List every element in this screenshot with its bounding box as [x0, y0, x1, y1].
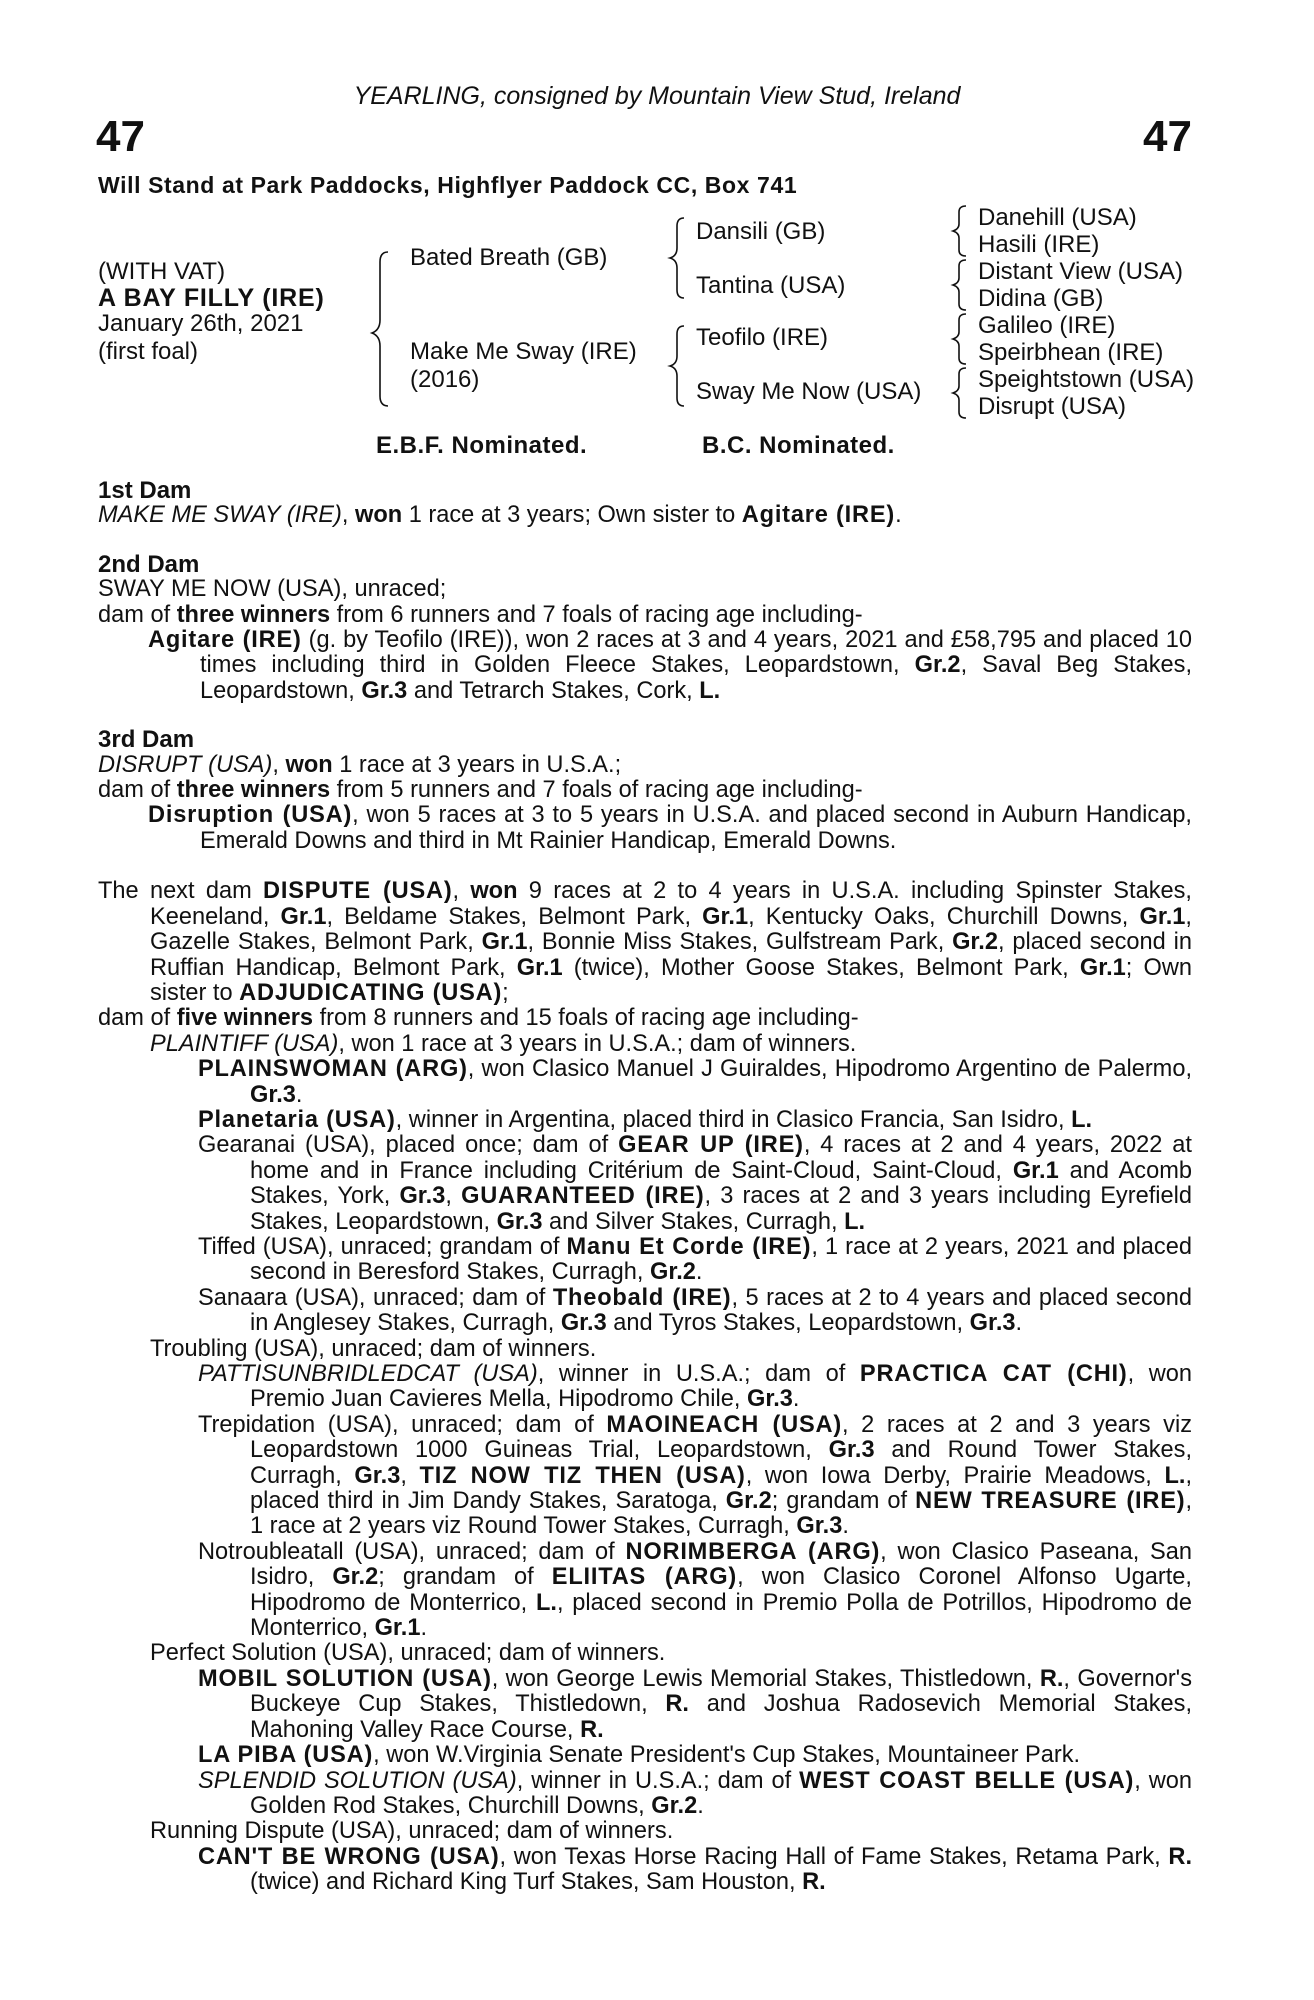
ebf-nomination: E.B.F. Nominated. [376, 432, 588, 459]
lot-number-right: 47 [1143, 112, 1192, 161]
third-dam-text: DISRUPT (USA), won 1 race at 3 years in U.S.A.; [98, 751, 622, 778]
vat-note: (WITH VAT) [98, 258, 226, 285]
pedigree-brace-g2 [953, 260, 966, 310]
horse-name: A BAY FILLY (IRE) [98, 284, 325, 312]
foaling-date: January 26th, 2021 [98, 310, 304, 337]
stand-info: Will Stand at Park Paddocks, Highflyer Paddock CC, Box 741 [98, 172, 798, 198]
produce-perfect-solution: Perfect Solution (USA), unraced; dam of winners. [150, 1640, 666, 1667]
pedigree-brace-g1 [953, 206, 966, 256]
produce-notroubleatall: Notroubleatall (USA), unraced; dam of NORIMBERGA (ARG), won Clasico Paseana, San Isidro, Gr.2; grandam of ELIITAS (ARG), won Clasico Coronel Alfonso Ugarte, Hipodromo de Monterrico, L., placed second in Premio Polla de Potrillos, Hipodromo de Monterrico, Gr.1. [198, 1538, 1193, 1642]
catalogue-body [98, 478, 1192, 1896]
second-dam-produce-line: dam of three winners from 6 runners and 7 foals of racing age including- [98, 601, 863, 628]
sire-name: Bated Breath (GB) [410, 244, 608, 271]
pedigree-brace-sire [670, 218, 684, 298]
first-dam-text: MAKE ME SWAY (IRE), won 1 race at 3 years; Own sister to Agitare (IRE). [98, 502, 902, 529]
produce-running-dispute: Running Dispute (USA), unraced; dam of winners. [150, 1818, 674, 1845]
pedigree-g3-8: Disrupt (USA) [978, 393, 1127, 420]
second-dam-heading: 2nd Dam [98, 550, 200, 578]
produce-plaintiff: PLAINTIFF (USA), won 1 race at 3 years in U.S.A.; dam of winners. [150, 1030, 857, 1057]
second-dam-text: SWAY ME NOW (USA), unraced; [98, 576, 447, 603]
third-dam-heading: 3rd Dam [98, 726, 195, 754]
pedigree-brace-dam [670, 326, 684, 406]
pedigree-g3-2: Hasili (IRE) [978, 231, 1100, 258]
produce-trepidation: Trepidation (USA), unraced; dam of MAOINEACH (USA), 2 races at 2 and 3 years viz Leopardstown 1000 Guineas Trial, Leopardstown, Gr.3 and Round Tower Stakes, Curragh, Gr.3, TIZ NOW TIZ THEN (USA), won Iowa Derby, Prairie Meadows, L., placed third in Jim Dandy Stakes, Saratoga, Gr.2; grandam of NEW TREASURE (IRE), 1 race at 2 years viz Round Tower Stakes, Curragh, Gr.3. [198, 1411, 1192, 1540]
produce-plainswoman: PLAINSWOMAN (ARG), won Clasico Manuel J Guiraldes, Hipodromo Argentino de Palermo, Gr.3. [198, 1056, 1193, 1108]
sire-sire: Dansili (GB) [696, 218, 826, 245]
bc-nomination: B.C. Nominated. [702, 432, 895, 459]
dam-name: Make Me Sway (IRE) [410, 338, 637, 365]
first-dam-heading: 1st Dam [98, 477, 192, 504]
produce-planetaria: Planetaria (USA), winner in Argentina, placed third in Clasico Francia, San Isidro, L. [198, 1106, 1093, 1133]
pedigree-g3-7: Speightstown (USA) [978, 366, 1195, 393]
produce-tiffed: Tiffed (USA), unraced; grandam of Manu Et Corde (IRE), 1 race at 2 years, 2021 and placed second in Beresford Stakes, Curragh, Gr.2. [198, 1233, 1192, 1286]
pedigree-g3-3: Distant View (USA) [978, 258, 1183, 285]
pedigree-brace-g4 [953, 368, 966, 418]
pedigree-g3-4: Didina (GB) [978, 285, 1104, 312]
produce-gearanai: Gearanai (USA), placed once; dam of GEAR UP (IRE), 4 races at 2 and 4 years, 2022 at home and in France including Critérium de Saint-Cloud, Saint-Cloud, Gr.1 and Acomb Stakes, York, Gr.3, GUARANTEED (IRE), 3 races at 2 and 3 years including Eyrefield Stakes, Leopardstown, Gr.3 and Silver Stakes, Curragh, L. [198, 1132, 1192, 1235]
produce-la-piba: LA PIBA (USA), won W.Virginia Senate President's Cup Stakes, Mountaineer Park. [198, 1742, 1081, 1769]
produce-pattisunbridledcat: PATTISUNBRIDLEDCAT (USA), winner in U.S.A.; dam of PRACTICA CAT (CHI), won Premio Juan Cavieres Mella, Hipodromo Chile, Gr.3. [198, 1361, 1192, 1413]
produce-sanaara: Sanaara (USA), unraced; dam of Theobald (IRE), 5 races at 2 to 4 years and placed second in Anglesey Stakes, Curragh, Gr.3 and Tyros Stakes, Leopardstown, Gr.3. [198, 1284, 1193, 1337]
consignment-line: YEARLING, consigned by Mountain View Stud, Ireland [353, 82, 961, 110]
dam-dam: Sway Me Now (USA) [696, 378, 922, 405]
sire-dam: Tantina (USA) [696, 272, 846, 299]
pedigree-brace-g3 [953, 314, 966, 364]
dam-sire: Teofilo (IRE) [696, 324, 829, 351]
produce-agitare: Agitare (IRE) (g. by Teofilo (IRE)), won 2 races at 3 and 4 years, 2021 and £58,795 and placed 10 times including third in Golden Fleece Stakes, Leopardstown, Gr.2, Saval Beg Stakes, Leopardstown, Gr.3 and Tetrarch Stakes, Cork, L. [148, 627, 1192, 704]
pedigree-g3-1: Danehill (USA) [978, 204, 1137, 231]
lot-number-left: 47 [96, 112, 145, 161]
pedigree-g3-5: Galileo (IRE) [978, 312, 1116, 339]
produce-disruption: Disruption (USA), won 5 races at 3 to 5 years in U.S.A. and placed second in Auburn Handicap, Emerald Downs and third in Mt Rainier Handicap, Emerald Downs. [148, 802, 1192, 854]
pedigree-brace-main [372, 252, 388, 406]
produce-mobil-solution: MOBIL SOLUTION (USA), won George Lewis Memorial Stakes, Thistledown, R., Governor's Buckeye Cup Stakes, Thistledown, R. and Joshua Radosevich Memorial Stakes, Mahoning Valley Race Course, R. [198, 1665, 1193, 1743]
third-dam-produce-line: dam of three winners from 5 runners and 7 foals of racing age including- [98, 777, 863, 804]
dam-year: (2016) [410, 366, 480, 393]
foal-note: (first foal) [98, 338, 199, 365]
next-dam-produce-line: dam of five winners from 8 runners and 15 foals of racing age including- [98, 1005, 859, 1032]
produce-troubling: Troubling (USA), unraced; dam of winners. [150, 1335, 597, 1362]
next-dam-text: The next dam DISPUTE (USA), won 9 races at 2 to 4 years in U.S.A. including Spinster Stakes, Keeneland, Gr.1, Beldame Stakes, Belmont Park, Gr.1, Kentucky Oaks, Churchill Downs, Gr.1, Gazelle Stakes, Belmont Park, Gr.1, Bonnie Miss Stakes, Gulfstream Park, Gr.2, placed second in Ruffian Handicap, Belmont Park, Gr.1 (twice), Mother Goose Stakes, Belmont Park, Gr.1; Own sister to ADJUDICATING (USA); [98, 878, 1192, 1006]
produce-cant-be-wrong: CAN'T BE WRONG (USA), won Texas Horse Racing Hall of Fame Stakes, Retama Park, R. (twice) and Richard King Turf Stakes, Sam Houston, R. [198, 1843, 1192, 1896]
pedigree-g3-6: Speirbhean (IRE) [978, 339, 1164, 366]
produce-splendid-solution: SPLENDID SOLUTION (USA), winner in U.S.A.; dam of WEST COAST BELLE (USA), won Golden Rod Stakes, Churchill Downs, Gr.2. [198, 1767, 1192, 1819]
